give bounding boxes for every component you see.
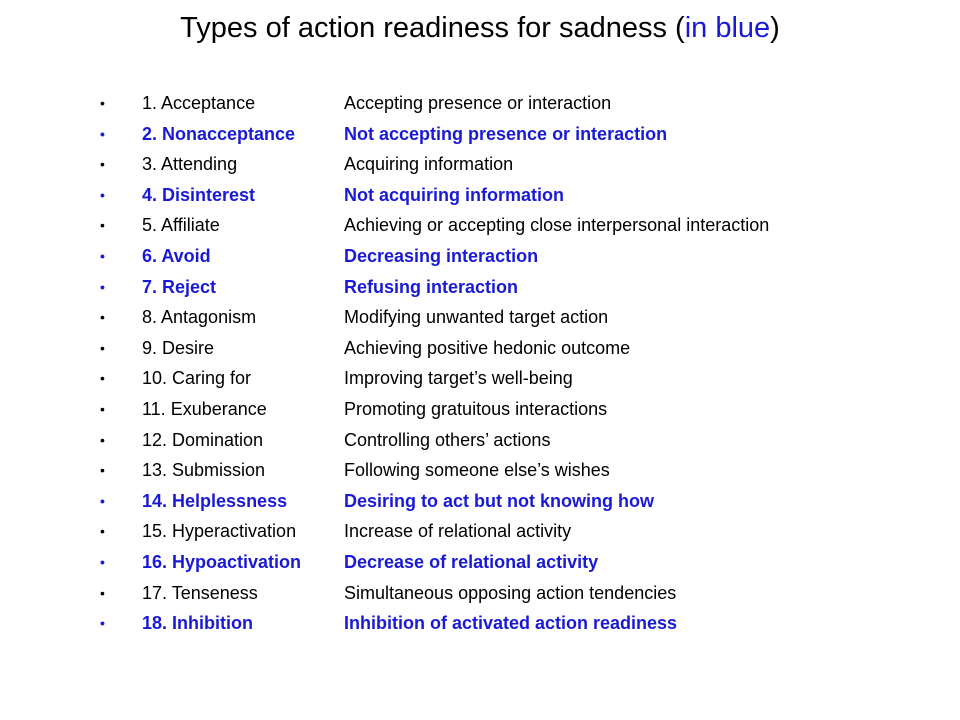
bullet-icon: •	[100, 370, 105, 387]
item-definition: Accepting presence or interaction	[344, 93, 612, 113]
bullet-icon: •	[100, 186, 105, 203]
item-definition: Inhibition of activated action readiness	[344, 613, 678, 634]
item-term: 10. Caring for	[142, 368, 252, 389]
bullet-icon: •	[100, 615, 105, 632]
item-definition: Simultaneous opposing action tendencies	[344, 582, 677, 603]
bullet-icon: •	[100, 462, 105, 479]
bullet-icon: •	[100, 400, 105, 417]
list-item	[100, 180, 920, 211]
title-prefix: Types of action readiness for sadness (	[180, 12, 685, 44]
list-item	[100, 486, 920, 517]
title-suffix: )	[770, 12, 780, 44]
list-item	[100, 455, 920, 486]
item-definition: Achieving positive hedonic outcome	[344, 337, 631, 358]
bullet-icon: •	[100, 309, 105, 326]
list-item	[100, 394, 920, 425]
item-term: 9. Desire	[142, 337, 215, 358]
item-term: 1. Acceptance	[142, 93, 256, 113]
item-term: 3. Attending	[142, 154, 238, 175]
item-term: 17. Tenseness	[142, 582, 258, 603]
list-item	[100, 547, 920, 578]
list-item	[100, 516, 920, 547]
item-term: 7. Reject	[142, 276, 217, 297]
bullet-icon: •	[100, 339, 105, 356]
list-item	[100, 333, 920, 364]
item-term: 11. Exuberance	[142, 398, 267, 419]
list-item	[100, 272, 920, 303]
list-item	[100, 363, 920, 394]
item-term: 8. Antagonism	[142, 307, 257, 328]
item-term: 14. Helplessness	[142, 490, 288, 511]
item-definition: Decreasing interaction	[344, 245, 539, 266]
list-item	[100, 88, 920, 119]
bullet-icon: •	[100, 247, 105, 264]
item-term: 13. Submission	[142, 460, 266, 481]
list-item	[100, 425, 920, 456]
item-definition: Desiring to act but not knowing how	[344, 490, 654, 511]
item-definition: Increase of relational activity	[344, 521, 572, 542]
list-item	[100, 149, 920, 180]
item-definition: Refusing interaction	[344, 276, 519, 297]
item-definition: Acquiring information	[344, 154, 514, 175]
item-definition: Decrease of relational activity	[344, 551, 599, 572]
item-term: 6. Avoid	[142, 245, 211, 266]
bullet-icon: •	[100, 492, 105, 509]
bullet-icon: •	[100, 553, 105, 570]
item-definition: Controlling others’ actions	[344, 429, 551, 450]
list-item	[100, 210, 920, 241]
item-term: 5. Affiliate	[142, 215, 220, 236]
item-definition: Following someone else’s wishes	[344, 460, 610, 481]
bullet-icon: •	[100, 431, 105, 448]
bullet-icon: •	[100, 523, 105, 540]
bullet-icon: •	[100, 125, 105, 142]
title-accent: in blue	[684, 12, 771, 44]
list-item	[100, 302, 920, 333]
item-definition: Promoting gratuitous interactions	[344, 398, 608, 419]
bullet-icon: •	[100, 217, 105, 234]
item-term: 2. Nonacceptance	[142, 123, 296, 144]
item-term: 16. Hypoactivation	[142, 551, 302, 572]
list-item	[100, 608, 920, 639]
item-definition: Modifying unwanted target action	[344, 307, 609, 328]
item-term: 18. Inhibition	[142, 613, 253, 634]
bullet-icon: •	[100, 278, 105, 295]
bullet-icon: •	[100, 156, 105, 173]
item-term: 15. Hyperactivation	[142, 521, 297, 542]
item-term: 12. Domination	[142, 429, 264, 450]
action-readiness-list	[100, 88, 920, 639]
list-item	[100, 241, 920, 272]
item-definition: Not acquiring information	[344, 184, 564, 205]
list-item	[100, 119, 920, 150]
item-term: 4. Disinterest	[142, 184, 256, 205]
item-definition: Not accepting presence or interaction	[344, 123, 668, 144]
bullet-icon: •	[100, 584, 105, 601]
bullet-icon: •	[100, 95, 105, 111]
item-definition: Achieving or accepting close interpersonal interaction	[344, 215, 770, 236]
slide-title	[0, 8, 960, 48]
list-item	[100, 578, 920, 609]
item-definition: Improving target’s well-being	[344, 368, 573, 389]
